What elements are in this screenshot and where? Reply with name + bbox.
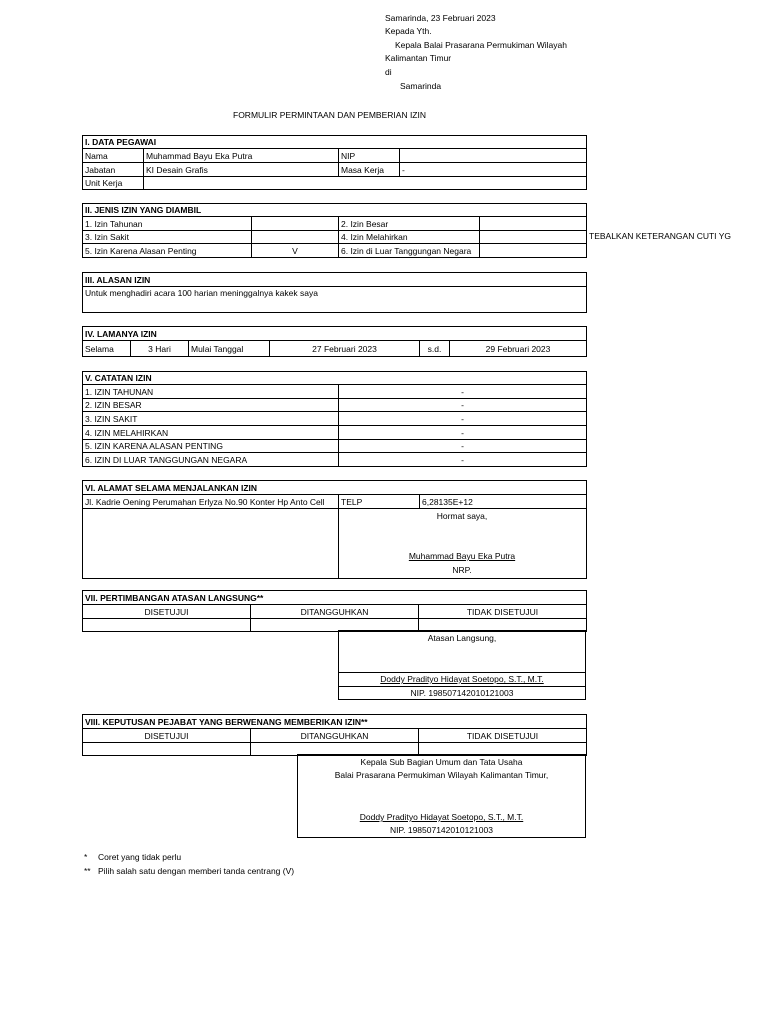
leave-type-item: 2. Izin Besar — [339, 217, 480, 231]
leave-type-item: 3. Izin Sakit — [83, 231, 252, 244]
leave-type-item: 1. Izin Tahunan — [83, 217, 252, 231]
leave-type-check — [480, 217, 587, 231]
leave-address: Jl. Kadrie Oening Perumahan Erlyza No.90 Konter Hp Anto Cell — [83, 495, 339, 509]
unit-kerja-value — [144, 177, 587, 190]
unit-kerja-label: Unit Kerja — [83, 177, 144, 190]
selama-label: Selama — [83, 341, 131, 357]
section-pertimbangan-atasan — [82, 590, 587, 632]
place-date: Samarinda, 23 Februari 2023 — [385, 13, 496, 23]
leave-record-label: 6. IZIN DI LUAR TANGGUNGAN NEGARA — [83, 453, 339, 467]
recipient-line-1: Kepala Balai Prasarana Permukiman Wilayah — [395, 40, 567, 50]
leave-record-label: 5. IZIN KARENA ALASAN PENTING — [83, 440, 339, 453]
applicant-name: Muhammad Bayu Eka Putra — [408, 551, 516, 561]
nip-value — [400, 149, 587, 163]
official-title-line-2: Balai Prasarana Permukiman Wilayah Kalimantan Timur, — [334, 770, 549, 780]
col-tidak-disetujui: TIDAK DISETUJUI — [419, 605, 587, 619]
official-nip: NIP. 198507142010121003 — [390, 825, 493, 835]
section-title: II. JENIS IZIN YANG DIAMBIL — [83, 204, 587, 217]
section-title: IV. LAMANYA IZIN — [83, 327, 587, 341]
leave-record-label: 4. IZIN MELAHIRKAN — [83, 426, 339, 440]
start-date: 27 Februari 2023 — [270, 341, 420, 357]
hormat-saya: Hormat saya, — [436, 511, 488, 521]
col-ditangguhkan: DITANGGUHKAN — [251, 729, 419, 743]
jabatan-label: Jabatan — [83, 163, 144, 177]
note-mark-1: * — [84, 852, 88, 862]
masa-kerja-label: Masa Kerja — [339, 163, 400, 177]
leave-type-item: 6. Izin di Luar Tanggungan Negara — [339, 244, 480, 258]
recipient-line-2: Kalimantan Timur — [385, 53, 452, 63]
mulai-tanggal-label: Mulai Tanggal — [189, 341, 270, 357]
leave-type-check — [252, 217, 339, 231]
decision-cell — [83, 743, 251, 756]
leave-record-label: 2. IZIN BESAR — [83, 399, 339, 412]
leave-record-label: 1. IZIN TAHUNAN — [83, 385, 339, 399]
recipient-city: Samarinda — [400, 81, 442, 91]
note-text-1: Coret yang tidak perlu — [98, 852, 182, 862]
nama-label: Nama — [83, 149, 144, 163]
section-title: VI. ALAMAT SELAMA MENJALANKAN IZIN — [83, 481, 587, 495]
nip-label: NIP — [339, 149, 400, 163]
telp-value: 6,28135E+12 — [420, 495, 587, 509]
col-disetujui: DISETUJUI — [83, 729, 251, 743]
supervisor-nip: NIP. 198507142010121003 — [410, 688, 514, 698]
leave-type-check — [480, 231, 587, 244]
atasan-langsung: Atasan Langsung, — [427, 633, 497, 643]
leave-record-value: - — [339, 426, 587, 440]
section-title: III. ALASAN IZIN — [83, 273, 587, 287]
leave-record-value: - — [339, 399, 587, 412]
col-ditangguhkan: DITANGGUHKAN — [251, 605, 419, 619]
section-keputusan-pejabat — [82, 714, 587, 756]
end-date: 29 Februari 2023 — [450, 341, 587, 357]
leave-record-label: 3. IZIN SAKIT — [83, 412, 339, 426]
note-text-2: Pilih salah satu dengan memberi tanda centrang (V) — [98, 866, 295, 876]
masa-kerja-value: - — [400, 163, 587, 177]
leave-record-value: - — [339, 440, 587, 453]
decision-cell — [83, 619, 251, 632]
leave-record-value: - — [339, 385, 587, 399]
section-title: VIII. KEPUTUSAN PEJABAT YANG BERWENANG MEMBERIKAN IZIN** — [83, 715, 587, 729]
section-jenis-izin — [82, 203, 587, 258]
address-blank — [83, 509, 339, 579]
col-tidak-disetujui: TIDAK DISETUJUI — [419, 729, 587, 743]
official-title-line-1: Kepala Sub Bagian Umum dan Tata Usaha — [360, 757, 523, 767]
section-data-pegawai — [82, 135, 587, 190]
form-title: FORMULIR PERMINTAAN DAN PEMBERIAN IZIN — [233, 110, 426, 120]
jabatan-value: KI Desain Grafis — [144, 163, 339, 177]
sd-label: s.d. — [420, 341, 450, 357]
note-mark-2: ** — [84, 866, 91, 876]
nama-value: Muhammad Bayu Eka Putra — [144, 149, 339, 163]
section-lamanya-izin — [82, 326, 587, 357]
section-title: V. CATATAN IZIN — [83, 372, 587, 385]
leave-type-item: 5. Izin Karena Alasan Penting — [83, 244, 252, 258]
leave-type-check — [252, 231, 339, 244]
supervisor-name: Doddy Pradityo Hidayat Soetopo, S.T., M.T. — [380, 674, 544, 684]
official-name: Doddy Pradityo Hidayat Soetopo, S.T., M.T. — [359, 812, 524, 822]
leave-record-value: - — [339, 412, 587, 426]
side-note: TEBALKAN KETERANGAN CUTI YG — [589, 231, 732, 241]
section-catatan-izin — [82, 371, 587, 467]
di-label: di — [385, 67, 392, 77]
kepada-label: Kepada Yth. — [385, 26, 432, 36]
leave-record-value: - — [339, 453, 587, 467]
leave-type-check — [480, 244, 587, 258]
leave-type-item: 4. Izin Melahirkan — [339, 231, 480, 244]
leave-reason: Untuk menghadiri acara 100 harian meninggalnya kakek saya — [83, 287, 587, 313]
duration-value: 3 Hari — [131, 341, 189, 357]
section-alasan-izin — [82, 272, 587, 313]
telp-label: TELP — [339, 495, 420, 509]
section-title: VII. PERTIMBANGAN ATASAN LANGSUNG** — [83, 591, 587, 605]
leave-type-check-mark: V — [252, 244, 339, 258]
section-title: I. DATA PEGAWAI — [83, 136, 587, 149]
col-disetujui: DISETUJUI — [83, 605, 251, 619]
applicant-nrp: NRP. — [452, 565, 472, 575]
